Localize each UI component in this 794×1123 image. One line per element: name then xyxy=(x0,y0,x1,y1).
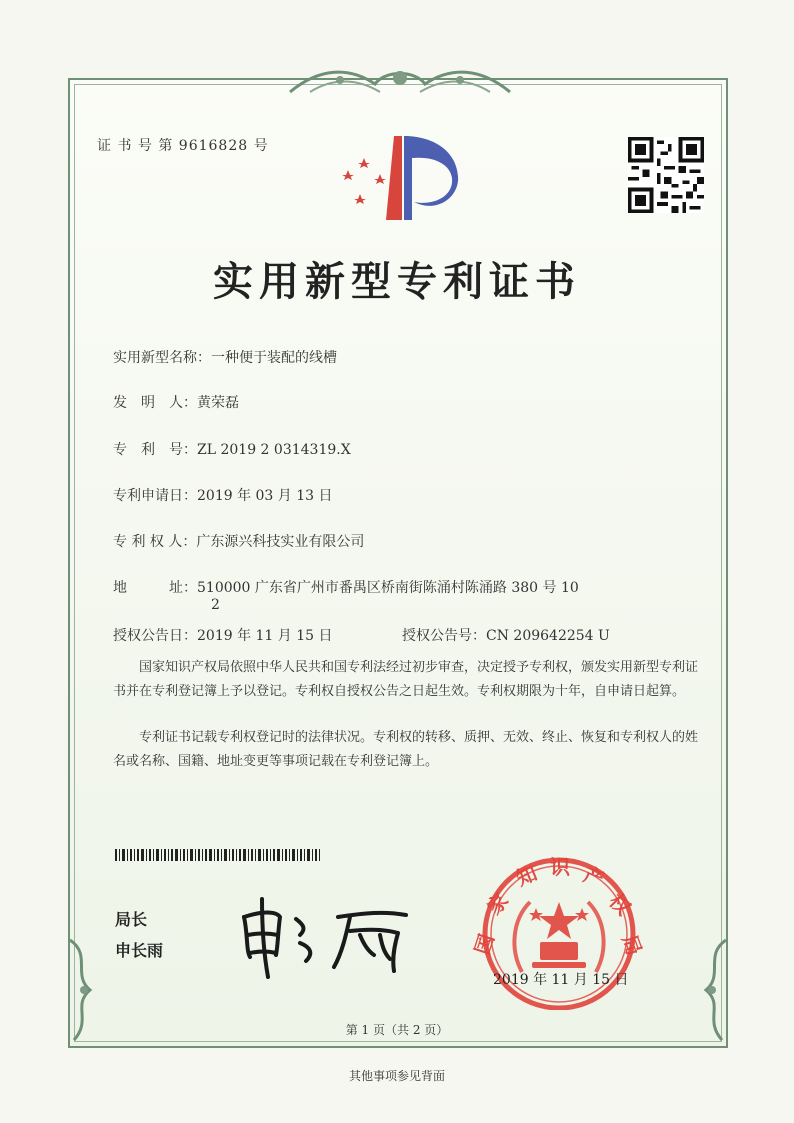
top-ornament-icon xyxy=(280,62,520,100)
certificate-title: 实用新型专利证书 xyxy=(213,258,581,305)
grant-number-value: CN 209642254 U xyxy=(486,628,610,644)
seal-date: 2019 年 11 月 15 日 xyxy=(493,972,629,988)
filing-date-row xyxy=(113,485,333,505)
barcode-icon xyxy=(115,849,320,861)
svg-text:权: 权 xyxy=(604,888,636,920)
patentee-value: 广东源兴科技实业有限公司 xyxy=(196,534,365,550)
patentee-row xyxy=(113,531,364,551)
paragraph-grant-statement: 国家知识产权局依照中华人民共和国专利法经过初步审查，决定授予专利权，颁发实用新型专利证书并在专利登记簿上予以登记。专利权自授权公告之日起生效。专利权期限为十年，自申请日起算。 xyxy=(113,660,699,699)
signatory-name: 申长雨 xyxy=(115,941,164,960)
grant-number-row xyxy=(402,625,610,645)
grant-date-row xyxy=(113,625,333,645)
address-row xyxy=(113,577,579,597)
address-value-line1: 510000 广东省广州市番禺区桥南街陈涌村陈涌路 380 号 10 xyxy=(197,580,579,596)
utility-name-label: 实用新型名称： xyxy=(113,350,211,366)
patent-number-label: 专 利 号： xyxy=(113,442,197,458)
filing-date-label: 专利申请日： xyxy=(113,488,197,504)
patentee-label: 专 利 权 人： xyxy=(113,534,197,550)
address-value-line2: 2 xyxy=(211,597,220,613)
patent-office-logo-icon xyxy=(342,128,460,224)
svg-text:知: 知 xyxy=(512,860,541,891)
svg-text:识: 识 xyxy=(550,855,570,879)
patent-number-row xyxy=(113,439,351,459)
filing-date-value: 2019 年 03 月 13 日 xyxy=(197,488,333,504)
svg-text:产: 产 xyxy=(580,862,608,892)
page-number: 第 1 页（共 2 页） xyxy=(345,1023,449,1037)
signatory-title: 局长 xyxy=(115,910,148,929)
handwritten-signature xyxy=(234,895,414,980)
utility-name-value: 一种便于装配的线槽 xyxy=(211,350,337,366)
inventor-value: 黄荣磊 xyxy=(197,395,239,411)
certificate-number: 证 书 号 第 9616828 号 xyxy=(97,138,269,154)
grant-number-label: 授权公告号： xyxy=(402,628,486,644)
inventor-row xyxy=(113,392,239,412)
svg-text:国: 国 xyxy=(470,931,499,958)
svg-text:局: 局 xyxy=(617,931,647,959)
qr-code-icon xyxy=(628,137,704,213)
grant-date-label: 授权公告日： xyxy=(113,628,197,644)
paragraph-legal-status: 专利证书记载专利权登记时的法律状况。专利权的转移、质押、无效、终止、恢复和专利权人的姓名或名称、国籍、地址变更等事项记载在专利登记簿上。 xyxy=(113,730,699,769)
grant-date-value: 2019 年 11 月 15 日 xyxy=(197,628,333,644)
svg-text:家: 家 xyxy=(481,888,514,920)
address-label: 地 址： xyxy=(113,580,197,596)
patent-number-value: ZL 2019 2 0314319.X xyxy=(197,442,351,458)
inventor-label: 发 明 人： xyxy=(113,395,197,411)
see-back-note: 其他事项参见背面 xyxy=(348,1069,445,1083)
utility-name-row xyxy=(113,347,337,367)
